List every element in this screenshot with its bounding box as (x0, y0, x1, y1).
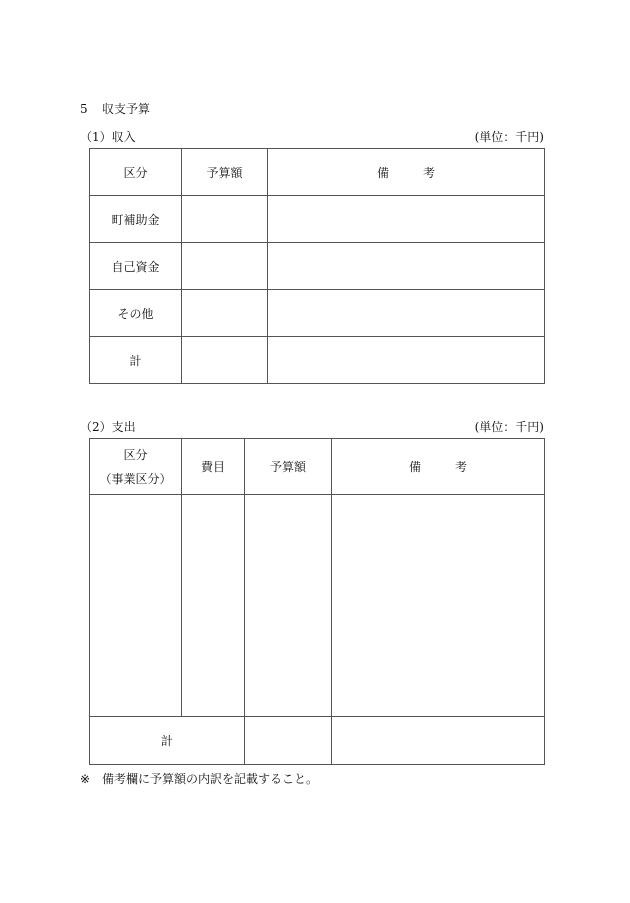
table-row (90, 290, 545, 337)
section-number: 5 (80, 102, 88, 116)
note-mark: ※ (80, 772, 91, 786)
income-unit: (単位：千円) (474, 130, 544, 144)
expense-unit: (単位：千円) (474, 420, 544, 434)
income-remarks-cell[interactable] (268, 243, 545, 290)
expense-header-item: 費目 (182, 439, 245, 495)
income-header-budget: 予算額 (182, 149, 268, 196)
expense-table (89, 438, 545, 765)
income-header-category: 区分 (90, 149, 182, 196)
income-remarks-cell[interactable] (268, 290, 545, 337)
footnote (80, 770, 318, 787)
expense-total-label: 計 (90, 717, 245, 765)
expense-total-budget-cell[interactable] (245, 717, 332, 765)
expense-header-remarks (332, 439, 545, 495)
expense-title: （2）支出 (80, 420, 136, 434)
income-title: （1）収入 (80, 130, 136, 144)
expense-remarks-cell[interactable] (332, 495, 545, 717)
income-category: 自己資金 (90, 243, 182, 290)
note-text: 備考欄に予算額の内訳を記載すること。 (102, 772, 319, 786)
income-budget-cell[interactable] (182, 196, 268, 243)
section-title: 収支予算 (102, 102, 151, 116)
expense-total-remarks-cell[interactable] (332, 717, 545, 765)
income-category: 町補助金 (90, 196, 182, 243)
expense-header-remarks-b: 考 (455, 460, 468, 474)
expense-budget-cell[interactable] (245, 495, 332, 717)
expense-header-remarks-a: 備 (408, 460, 421, 474)
section-heading (80, 100, 150, 117)
income-header-remarks-b: 考 (423, 165, 436, 180)
income-budget-cell[interactable] (182, 290, 268, 337)
expense-header-category (90, 439, 182, 495)
table-row (90, 495, 545, 717)
expense-header-category-line2: （事業区分） (99, 471, 172, 486)
income-budget-cell[interactable] (182, 337, 268, 384)
expense-item-cell[interactable] (182, 495, 245, 717)
income-table (89, 148, 545, 384)
income-budget-cell[interactable] (182, 243, 268, 290)
expense-header-row (90, 439, 545, 495)
expense-total-row (90, 717, 545, 765)
table-row (90, 337, 545, 384)
table-row (90, 196, 545, 243)
income-total-label: 計 (90, 337, 182, 384)
income-category: その他 (90, 290, 182, 337)
income-header-remarks-a: 備 (376, 165, 389, 180)
income-remarks-cell[interactable] (268, 337, 545, 384)
table-row (90, 243, 545, 290)
expense-header-budget: 予算額 (245, 439, 332, 495)
expense-header-category-line1: 区分 (123, 447, 148, 462)
income-header-remarks (268, 149, 545, 196)
income-header-row (90, 149, 545, 196)
expense-category-cell[interactable] (90, 495, 182, 717)
income-remarks-cell[interactable] (268, 196, 545, 243)
